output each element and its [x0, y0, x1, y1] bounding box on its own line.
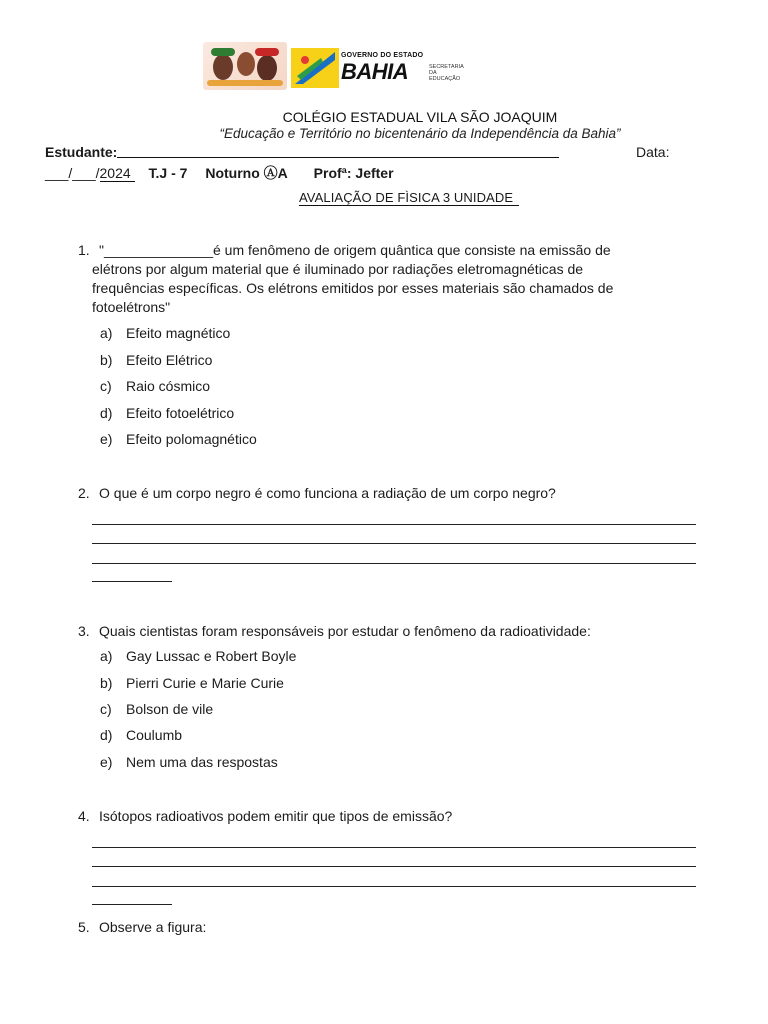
gov-big-text: BAHIA — [341, 59, 409, 84]
class-code: T.J - 7 — [148, 165, 188, 181]
shift: Noturno ⒶA — [205, 165, 288, 181]
question-1-line-2: elétrons por algum material que é iluminado por radiações eletromagnéticas de — [92, 261, 584, 277]
answer-line[interactable] — [92, 524, 696, 525]
question-1-line-4: fotoelétrons" — [92, 299, 171, 315]
question-1-line-3: frequências específicas. Os elétrons emitidos por esses materiais são chamados de — [92, 280, 614, 296]
info-line — [45, 163, 394, 183]
gov-small-text: GOVERNO DO ESTADO — [341, 52, 424, 59]
question-3-option-d[interactable]: d) Coulumb — [100, 727, 183, 743]
question-5-number: 5. — [78, 919, 90, 935]
answer-line[interactable] — [92, 563, 696, 564]
answer-line-short[interactable] — [92, 904, 172, 905]
bahia-flag-icon — [291, 48, 339, 88]
answer-line[interactable] — [92, 886, 696, 887]
question-2-number: 2. — [78, 485, 90, 501]
school-illustration-logo — [203, 42, 287, 90]
question-1-number: 1. — [78, 242, 90, 258]
question-3-option-c[interactable]: c) Bolson de vile — [100, 701, 214, 717]
question-3-option-e[interactable]: e) Nem uma das respostas — [100, 754, 278, 770]
question-2-text: O que é um corpo negro é como funciona a radiação de um corpo negro? — [99, 485, 556, 501]
school-name: COLÉGIO ESTADUAL VILA SÃO JOAQUIM — [282, 109, 558, 125]
evaluation-title: AVALIAÇÃO DE FÌSICA 3 UNIDADE — [299, 190, 519, 206]
question-3-number: 3. — [78, 623, 90, 639]
government-logo-text — [341, 52, 491, 88]
question-1-option-d[interactable]: d) Efeito fotoelétrico — [100, 405, 235, 421]
question-1-line-1: "______________é um fenômeno de origem quântica que consiste na emissão de — [99, 242, 611, 258]
question-3-text: Quais cientistas foram responsáveis por estudar o fenômeno da radioatividade: — [99, 623, 591, 639]
secretaria-text: SECRETARIA DA EDUCAÇÃO — [429, 64, 464, 82]
question-1-option-e[interactable]: e) Efeito polomagnético — [100, 431, 257, 447]
student-name-field[interactable] — [117, 157, 559, 158]
question-3-option-a[interactable]: a) Gay Lussac e Robert Boyle — [100, 648, 297, 664]
header-logos — [203, 42, 493, 92]
student-label: Estudante: — [45, 144, 118, 160]
date-blanks[interactable]: ___/___/ — [45, 165, 100, 181]
answer-line[interactable] — [92, 847, 696, 848]
question-4-text: Isótopos radioativos podem emitir que tipos de emissão? — [99, 808, 453, 824]
question-5-text: Observe a figura: — [99, 919, 207, 935]
question-1-option-b[interactable]: b) Efeito Elétrico — [100, 352, 213, 368]
answer-line-short[interactable] — [92, 581, 172, 582]
question-4-number: 4. — [78, 808, 90, 824]
answer-line[interactable] — [92, 866, 696, 867]
year: 2024 — [100, 165, 135, 182]
teacher: Profª: Jefter — [313, 165, 394, 181]
date-label: Data: — [636, 144, 670, 160]
question-3-option-b[interactable]: b) Pierri Curie e Marie Curie — [100, 675, 284, 691]
school-motto: “Educação e Território no bicentenário da Independência da Bahia” — [219, 126, 621, 141]
question-1-option-a[interactable]: a) Efeito magnético — [100, 325, 231, 341]
question-1-option-c[interactable]: c) Raio cósmico — [100, 378, 211, 394]
answer-line[interactable] — [92, 543, 696, 544]
